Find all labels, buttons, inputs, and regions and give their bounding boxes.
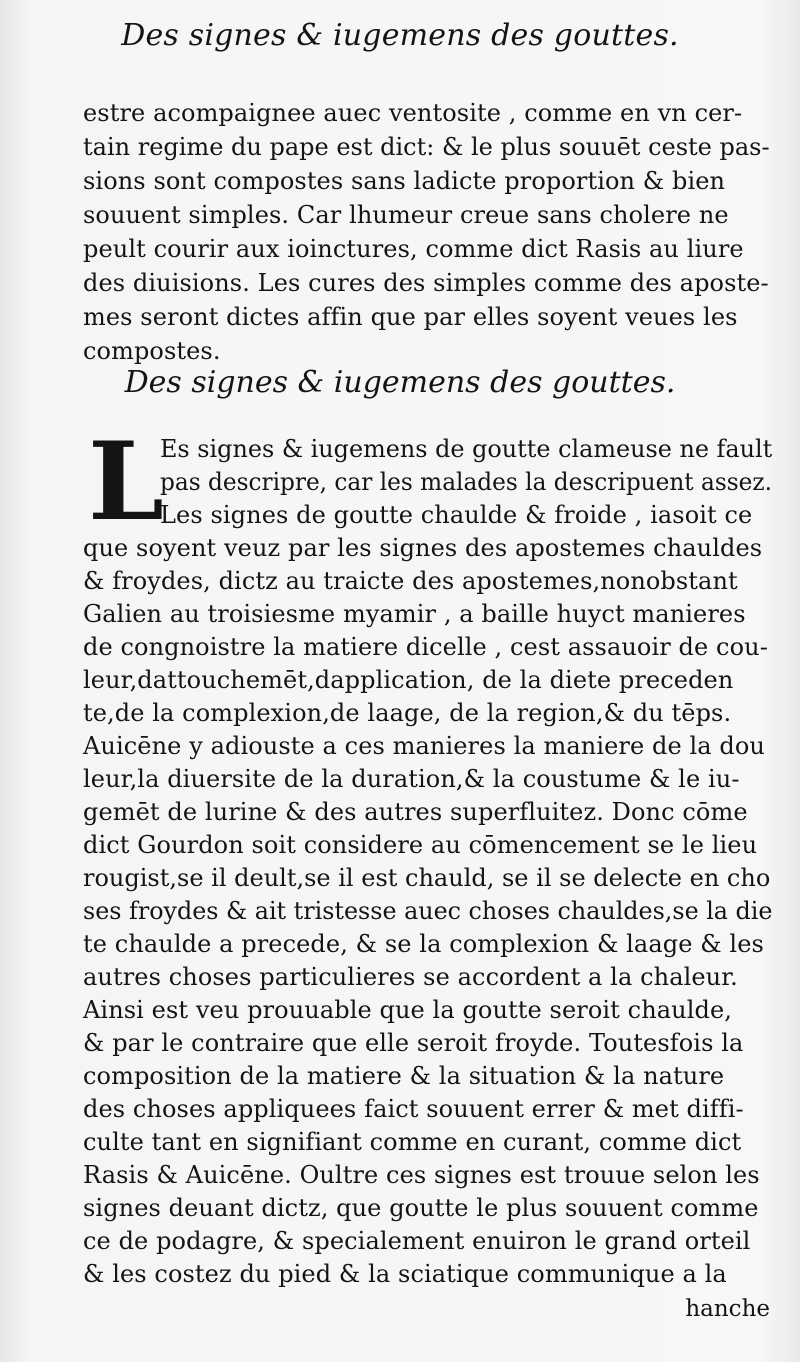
text-line: Ainsi est veu prouuable que la goutte seroit chaulde, [83, 996, 732, 1024]
text-line: signes deuant dictz, que goutte le plus souuent comme [83, 1194, 759, 1222]
text-line: pas descripre, car les malades la descripuent assez. [160, 468, 773, 496]
text-line: gemēt de lurine & des autres superfluitez. Donc cōme [83, 798, 748, 826]
text-line: des choses appliquees faict souuent errer & met diffi- [83, 1095, 744, 1123]
text-line: autres choses particulieres se accordent a la chaleur. [83, 963, 738, 991]
text-line: tain regime du pape est dict: & le plus souuēt ceste pas- [83, 133, 770, 161]
text-line: te,de la complexion,de laage, de la region,& du tēps. [83, 699, 732, 727]
text-line: estre acompaignee auec ventosite , comme en vn cer- [83, 99, 743, 127]
text-line: Les signes de goutte chaulde & froide , iasoit ce [160, 501, 753, 529]
text-line: composition de la matiere & la situation & la nature [83, 1062, 725, 1090]
text-line: & froydes, dictz au traicte des apostemes,nonobstant [83, 567, 738, 595]
text-line: Rasis & Auicēne. Oultre ces signes est trouue selon les [83, 1161, 760, 1189]
text-line: que soyent veuz par les signes des apostemes chauldes [83, 534, 763, 562]
text-line: mes seront dictes affin que par elles soyent veues les [83, 303, 738, 331]
text-line: compostes. [83, 337, 221, 365]
text-line: ce de podagre, & specialement enuiron le grand orteil [83, 1227, 751, 1255]
text-line: souuent simples. Car lhumeur creue sans cholere ne [83, 201, 729, 229]
text-line: ses froydes & ait tristesse auec choses chauldes,se la die [83, 897, 773, 925]
text-line: & par le contraire que elle seroit froyde. Toutesfois la [83, 1029, 744, 1057]
text-line: peult courir aux ioinctures, comme dict Rasis au liure [83, 235, 744, 263]
running-head: Des signes & iugemens des gouttes. [121, 18, 679, 53]
text-line: culte tant en signifiant comme en curant, comme dict [83, 1128, 742, 1156]
text-line: Es signes & iugemens de goutte clameuse ne fault [160, 435, 773, 463]
catchword: hanche [685, 1296, 770, 1322]
drop-cap-initial: L [88, 419, 164, 545]
text-line: & les costez du pied & la sciatique communique a la [83, 1260, 727, 1288]
text-line: Auicēne y adiouste a ces manieres la maniere de la dou [83, 732, 765, 760]
text-line: leur,la diuersite de la duration,& la coustume & le iu- [83, 765, 740, 793]
text-line: dict Gourdon soit considere au cōmencement se le lieu [83, 831, 758, 859]
text-line: sions sont compostes sans ladicte proportion & bien [83, 167, 726, 195]
text-line: Galien au troisiesme myamir , a baille huyct manieres [83, 600, 746, 628]
text-line: de congnoistre la matiere dicelle , cest assauoir de cou- [83, 633, 768, 661]
section-title: Des signes & iugemens des gouttes. [124, 365, 676, 400]
text-line: des diuisions. Les cures des simples comme des aposte- [83, 269, 769, 297]
text-line: leur,dattouchemēt,dapplication, de la diete preceden [83, 666, 734, 694]
text-line: rougist,se il deult,se il est chauld, se il se delecte en cho [83, 864, 771, 892]
text-line: te chaulde a precede, & se la complexion & laage & les [83, 930, 764, 958]
